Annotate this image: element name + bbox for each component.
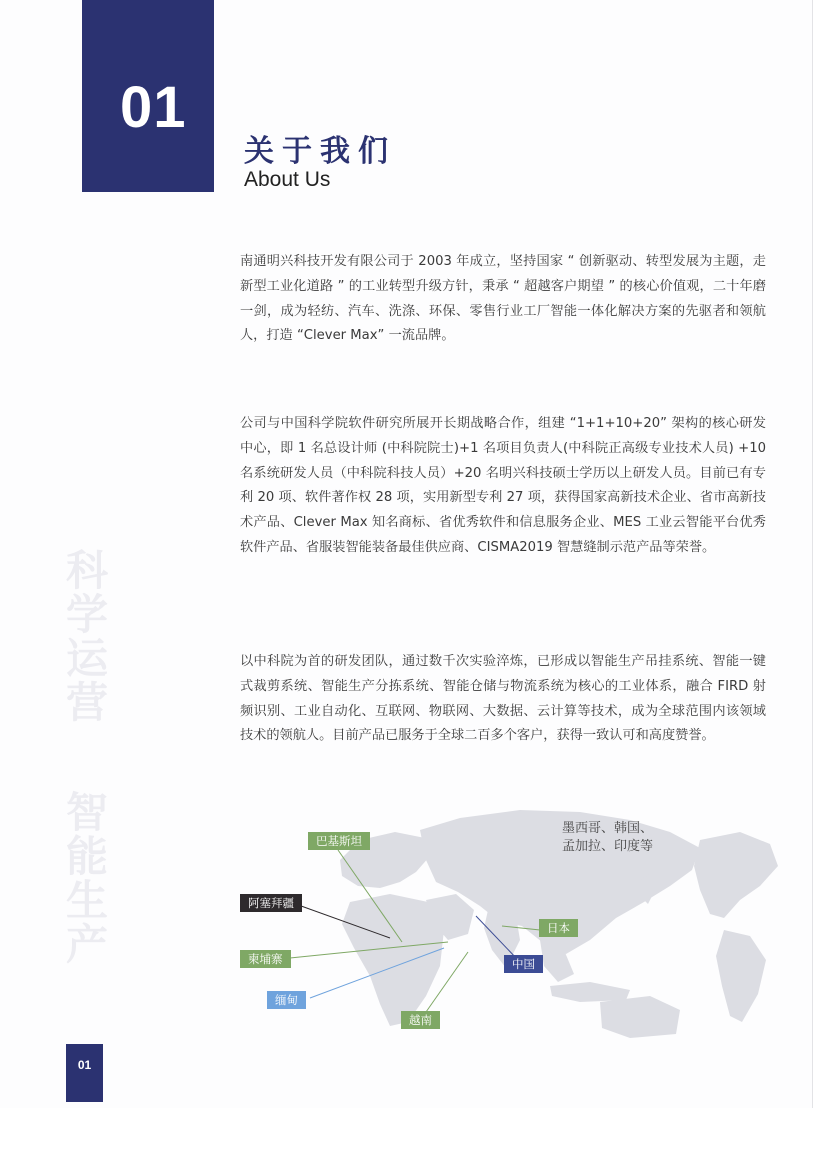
map-label-azerbaijan: 阿塞拜疆 xyxy=(240,894,302,912)
map-label-cambodia: 柬埔寨 xyxy=(240,950,291,968)
section-title-en: About Us xyxy=(244,168,331,191)
scan-margin xyxy=(0,1108,820,1158)
map-label-japan: 日本 xyxy=(539,919,578,937)
other-countries-line-2: 孟加拉、印度等 xyxy=(562,839,654,854)
intro-paragraph-3: 以中科院为首的研发团队，通过数千次实验淬炼，已形成以智能生产吊挂系统、智能一键式裁剪系统、智能生产分拣系统、智能仓储与物流系统为核心的工业体系，融合 FIRD 射频识别、工业自动化、互联网、物联网、大数据、云计算等技术，成为全球范围内该领域技术的领航人。目前产品已服务于全球二百多个客户，获得一致认可和高度赞誉。 xyxy=(240,654,766,744)
section-number: 01 xyxy=(120,75,187,140)
map-label-pakistan: 巴基斯坦 xyxy=(308,832,370,850)
other-countries-line-1: 墨西哥、韩国、 xyxy=(562,821,654,836)
section-title-zh: 关于我们 xyxy=(244,134,396,169)
section-number-block xyxy=(82,0,214,192)
map-north-america xyxy=(694,832,778,918)
map-label-myanmar: 缅甸 xyxy=(267,991,306,1009)
page-number-block xyxy=(66,1044,103,1102)
map-africa xyxy=(342,894,444,1026)
map-label-china: 中国 xyxy=(504,955,543,973)
intro-paragraph-2: 公司与中国科学院软件研究所展开长期战略合作，组建 “1+1+10+20” 架构的核心研发中心，即 1 名总设计师 (中科院院士)+1 名项目负责人(中科院正高级专业技术人员) +10 名系统研发人员（中科院科技人员）+20 名明兴科技硕士学历以上研发人员。目前已有专利 20 项、软件著作权 28 项，实用新型专利 27 项，获得国家高新技术企业、省市高新技术产品、Clever Max 知名商标、省优秀软件和信息服务企业、MES 工业云智能平台优秀软件产品、省服装智能装备最佳供应商、CISMA2019 智慧缝制示范产品等荣誉。 xyxy=(240,416,766,555)
world-map xyxy=(230,790,790,1040)
map-south-america xyxy=(716,930,766,1022)
page-number: 01 xyxy=(77,1058,92,1072)
map-indonesia xyxy=(550,982,630,1002)
side-slogan-2: 智能生产 xyxy=(60,790,109,966)
other-countries-note xyxy=(562,820,653,856)
side-slogan-1: 科学运营 xyxy=(60,548,109,724)
intro-paragraph-1: 南通明兴科技开发有限公司于 2003 年成立，坚持国家 “ 创新驱动、转型发展为主题，走新型工业化道路 ” 的工业转型升级方针，秉承 “ 超越客户期望 ” 的核心价值观，二十年磨一剑，成为轻纺、汽车、洗涤、环保、零售行业工厂智能一体化解决方案的先驱者和领航人，打造 “Clever Max” 一流品牌。 xyxy=(240,254,766,344)
map-australia xyxy=(600,996,680,1038)
map-label-vietnam: 越南 xyxy=(401,1011,440,1029)
